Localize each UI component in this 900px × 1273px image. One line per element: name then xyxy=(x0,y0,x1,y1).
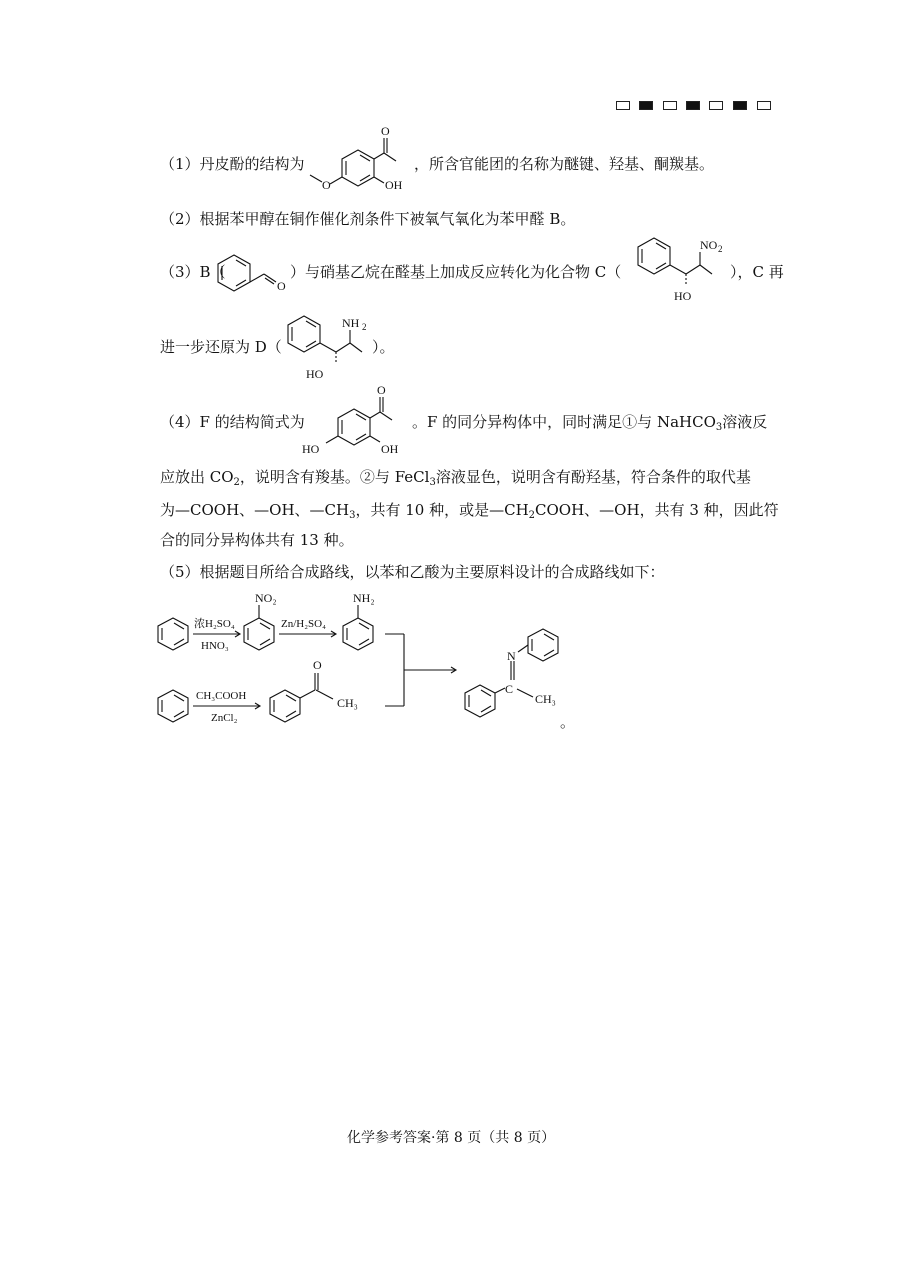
q3-line2-suffix: ）。 xyxy=(372,338,395,356)
q3-part3: ），C 再 xyxy=(730,263,784,281)
reagent-label: 浓H₂SO₄ xyxy=(194,618,235,630)
c-label: C xyxy=(505,682,514,696)
q4-line4: 合的同分异构体共有 13 种。 xyxy=(160,531,354,549)
reagent-label: CH₃COOH xyxy=(196,690,247,702)
o-label: O xyxy=(313,658,322,672)
reagent-label: Zn/H₂SO₄ xyxy=(281,618,326,630)
q4-prefix: （4）F 的结构简式为 xyxy=(160,413,305,431)
q3-part1: （3）B（ xyxy=(160,263,226,281)
paeonol-structure xyxy=(300,124,420,199)
o-label: O xyxy=(322,178,331,192)
compound-c-structure xyxy=(630,232,730,310)
nh2-label: NH₂ xyxy=(353,591,375,605)
synthesis-route-diagram xyxy=(155,585,585,740)
ho-label: HO xyxy=(674,289,692,303)
o-label: O xyxy=(277,279,286,293)
ch3-label: CH₃ xyxy=(337,696,358,710)
marker-filled xyxy=(686,101,700,110)
page-footer: 化学参考答案·第 8 页（共 8 页） xyxy=(347,1130,556,1146)
o-label: O xyxy=(381,124,390,138)
q4-line2: 应放出 $CO_2$，说明含有羧基。②与 FeCl$_3$溶液显色，说明含有酚羟基，符合条件的取代基 xyxy=(160,468,751,488)
marker-filled xyxy=(733,101,747,110)
q3-line2-prefix: 进一步还原为 D（ xyxy=(160,338,282,356)
q4-line3: 为—COOH、—OH、$—CH_3$，共有 10 种，或是$—CH_2COOH$、—OH，共有 3 种，因此符 xyxy=(160,501,779,521)
oh-label: OH xyxy=(381,442,399,456)
reagent-label: ZnCl₂ xyxy=(211,712,238,724)
ho-label: HO xyxy=(302,442,320,456)
q1-prefix: （1）丹皮酚的结构为 xyxy=(160,155,305,173)
no2-label: NO₂ xyxy=(255,591,277,605)
nh2-subscript: 2 xyxy=(362,322,367,332)
compound-d-structure xyxy=(280,310,380,388)
benzaldehyde-structure xyxy=(210,250,295,295)
q5-end-mark: 。 xyxy=(560,713,576,731)
compound-f-structure xyxy=(296,383,416,458)
q2-text: （2）根据苯甲醇在铜作催化剂条件下被氧气氧化为苯甲醛 B。 xyxy=(160,210,576,228)
nh2-label: NH xyxy=(342,316,360,330)
marker-empty xyxy=(616,101,630,110)
q5-text: （5）根据题目所给合成路线，以苯和乙酸为主要原料设计的合成路线如下： xyxy=(160,563,665,581)
ho-label: HO xyxy=(306,367,324,381)
marker-filled xyxy=(639,101,653,110)
marker-empty xyxy=(757,101,771,110)
q4-mid: 。F 的同分异构体中，同时满足①与 NaHCO$_3$溶液反 xyxy=(412,413,768,433)
o-label: O xyxy=(377,383,386,397)
n-label: N xyxy=(507,649,516,663)
ch3-label: CH₃ xyxy=(535,692,556,706)
oh-label: OH xyxy=(385,178,403,192)
marker-empty xyxy=(663,101,677,110)
no2-subscript: 2 xyxy=(718,244,723,254)
q3-part2: ）与硝基乙烷在醛基上加成反应转化为化合物 C（ xyxy=(290,263,622,281)
marker-empty xyxy=(709,101,723,110)
no2-label: NO xyxy=(700,238,718,252)
q1-suffix: ，所含官能团的名称为醚键、羟基、酮羰基。 xyxy=(414,155,715,173)
reagent-label: HNO₃ xyxy=(201,640,229,652)
